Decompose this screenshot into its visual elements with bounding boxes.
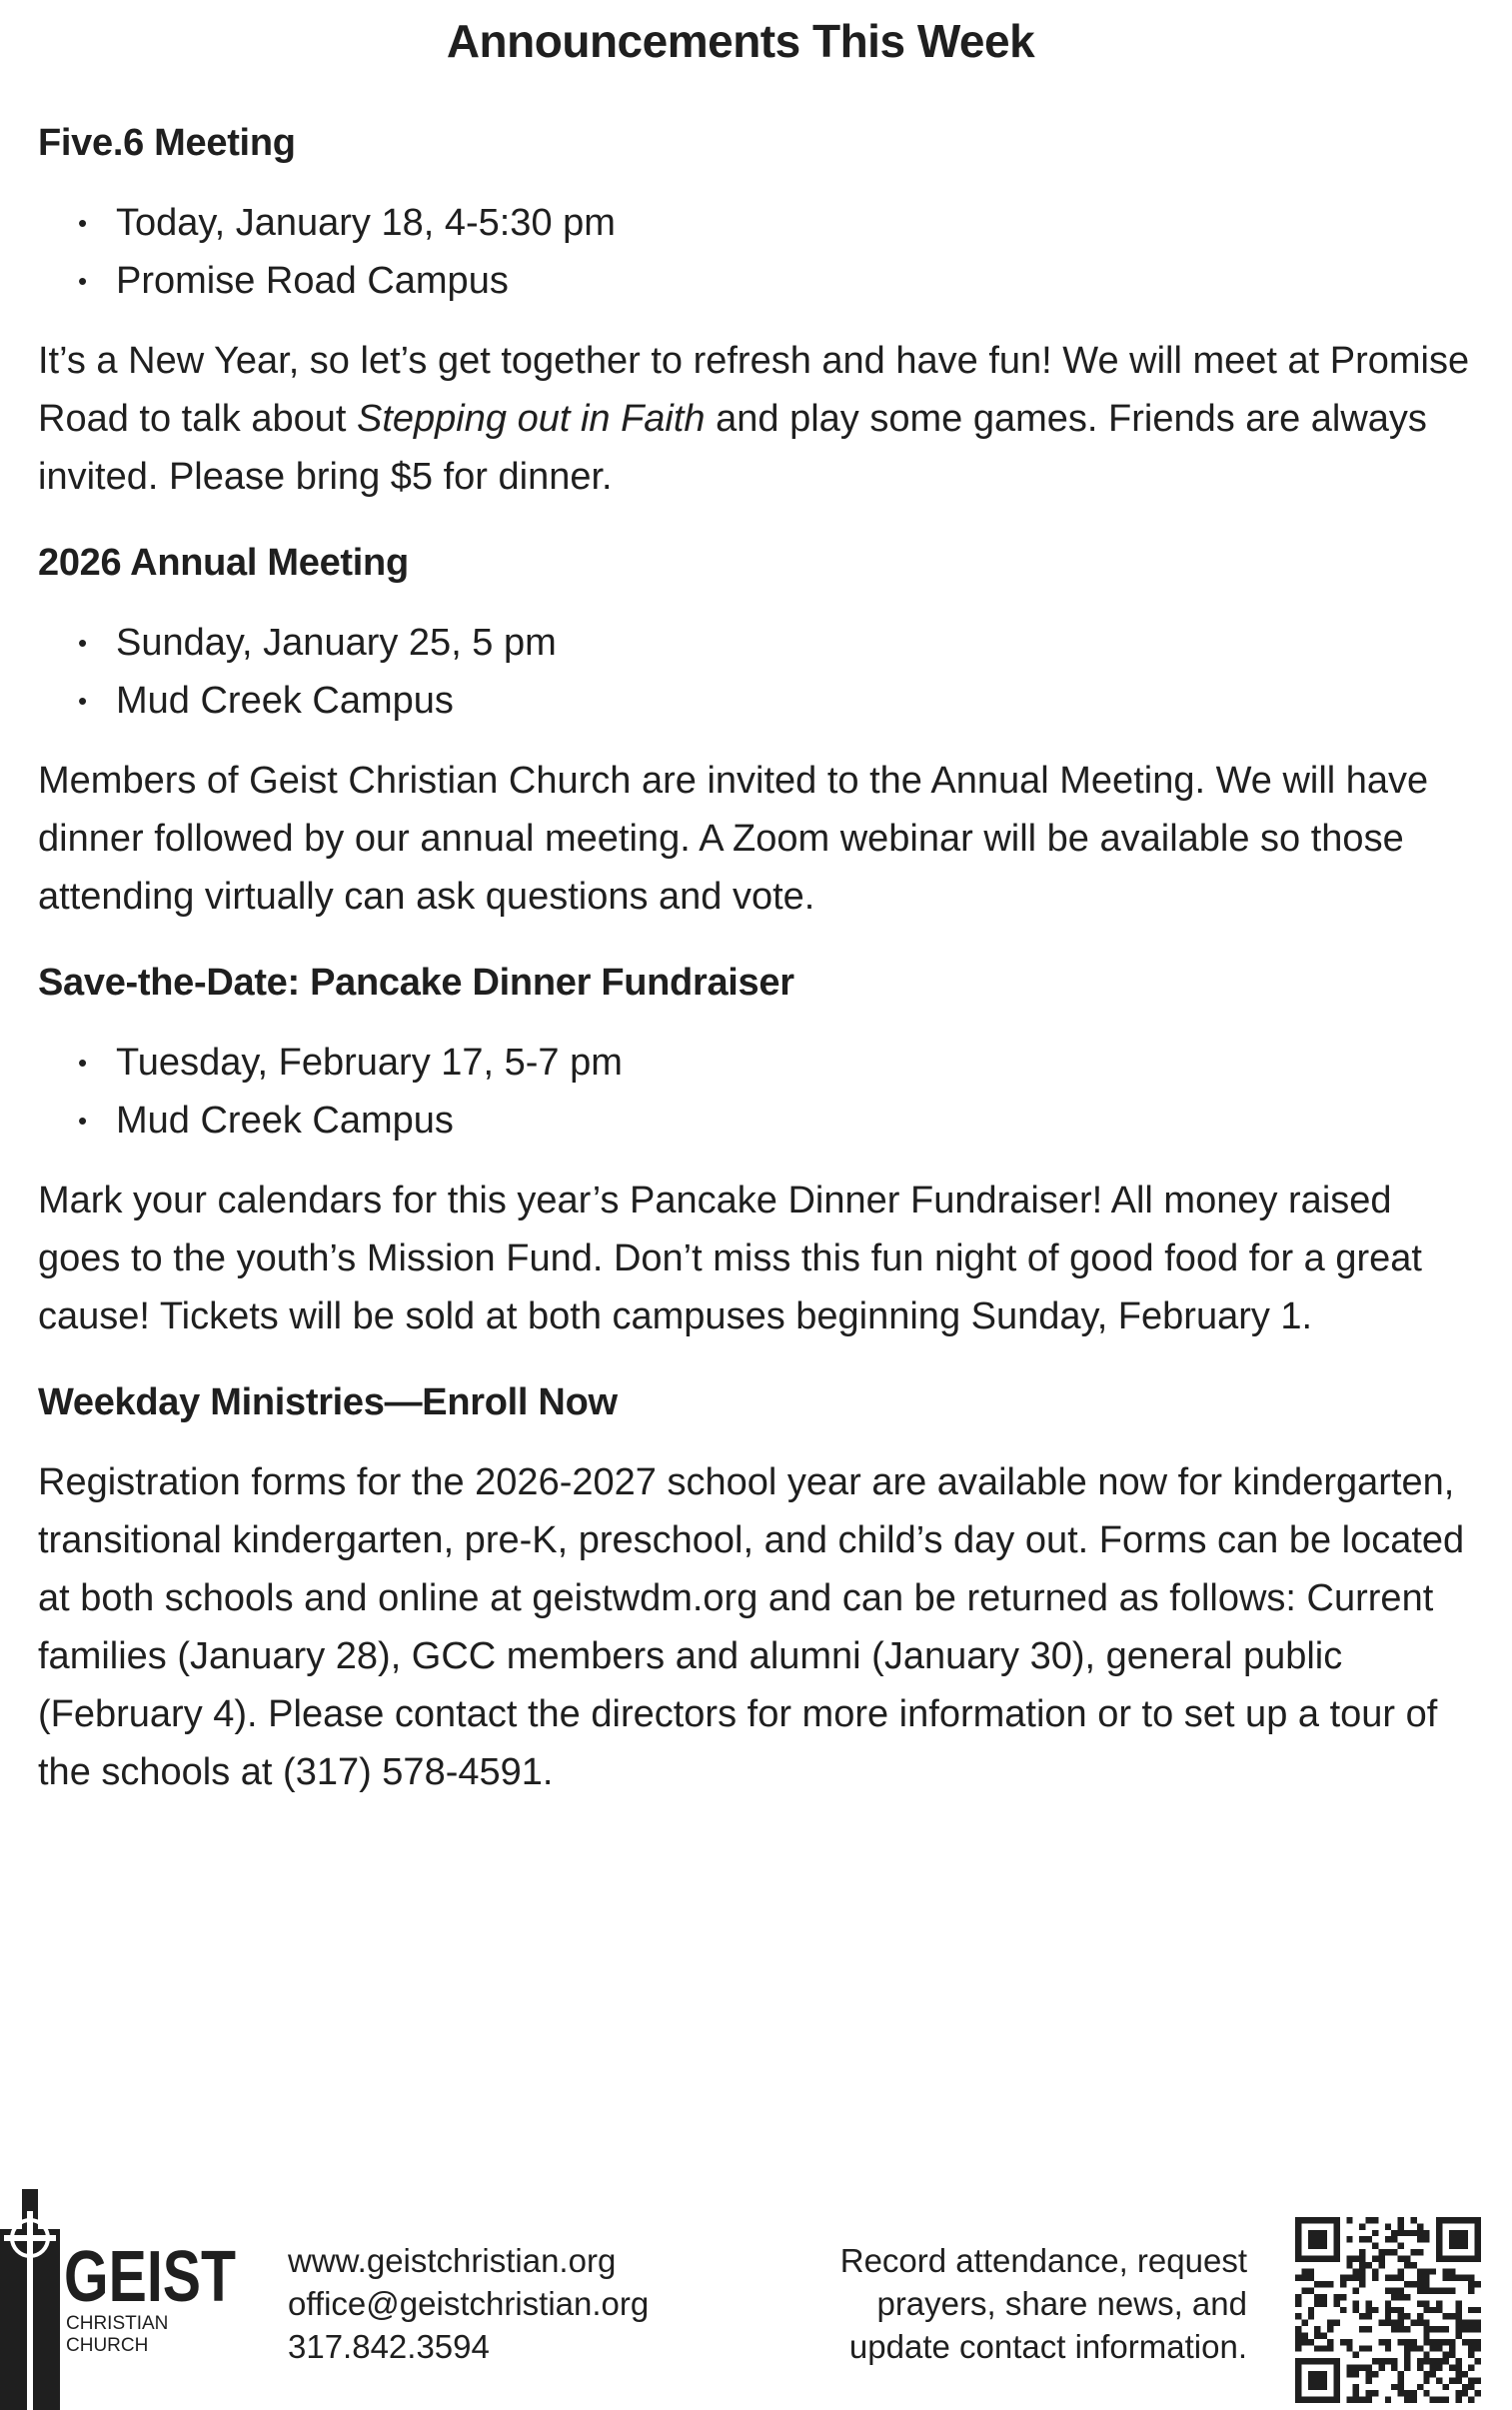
phone-number: 317.842.3594 bbox=[288, 2328, 490, 2365]
section-paragraph: Members of Geist Christian Church are invited to the Annual Meeting. We will have dinner followed by our annual meeting. A Zoom webinar will be available so those attending virtually can ask questions and vote. bbox=[38, 760, 1429, 918]
paragraph-text: and play some games. Friends are always invited. Please bring $5 for dinner. bbox=[38, 398, 1427, 498]
announcements-content bbox=[38, 118, 1477, 1833]
announcement-weekday-ministries bbox=[38, 1377, 1477, 1801]
detail-item: • Mud Creek Campus bbox=[78, 672, 1477, 730]
promo-line: prayers, share news, and bbox=[876, 2285, 1247, 2322]
logo-line2: CHRISTIAN bbox=[66, 2313, 169, 2334]
page-footer bbox=[0, 2189, 1512, 2410]
detail-item: • Mud Creek Campus bbox=[78, 1092, 1477, 1150]
detail-item: • Today, January 18, 4-5:30 pm bbox=[78, 194, 1477, 252]
detail-item: • Tuesday, February 17, 5-7 pm bbox=[78, 1034, 1477, 1092]
section-heading: Save-the-Date: Pancake Dinner Fundraiser bbox=[38, 962, 794, 1004]
section-paragraph: Registration forms for the 2026-2027 school year are available now for kindergarten, transitional kindergarten, pre-K, preschool, and child’s day out. Forms can be located at both schools and online at geistwdm.org and can be returned as follows: Current families (January 28), GCC members and alumni (January 30), general public (February 4). Please contact the directors for more information or to set up a tour of the schools at (317) 578-4591. bbox=[38, 1461, 1465, 1793]
qr-code-icon[interactable] bbox=[1295, 2217, 1481, 2403]
page-title: Announcements This Week bbox=[446, 15, 1035, 67]
website-link[interactable]: www.geistchristian.org bbox=[288, 2242, 617, 2279]
paragraph-italic-text: Stepping out in Faith bbox=[357, 398, 706, 440]
section-heading: Weekday Ministries—Enroll Now bbox=[38, 1381, 618, 1423]
promo-text bbox=[759, 2239, 1247, 2368]
contact-info bbox=[288, 2239, 649, 2368]
promo-line: Record attendance, request bbox=[839, 2242, 1247, 2279]
announcement-five6-meeting bbox=[38, 118, 1477, 506]
church-logo bbox=[0, 2189, 240, 2410]
logo-line3: CHURCH bbox=[66, 2335, 149, 2356]
announcement-annual-meeting bbox=[38, 538, 1477, 926]
detail-list bbox=[38, 194, 1477, 310]
announcement-pancake-dinner bbox=[38, 958, 1477, 1345]
section-paragraph: Mark your calendars for this year’s Pancake Dinner Fundraiser! All money raised goes to the youth’s Mission Fund. Don’t miss this fun night of good food for a great cause! Tickets will be sold at both campuses beginning Sunday, February 1. bbox=[38, 1180, 1422, 1337]
paragraph-text: It’s a New Year, so let’s get together to refresh and have fun! We will meet at Promise Road to talk about bbox=[38, 340, 1470, 440]
section-paragraph bbox=[38, 332, 1477, 506]
promo-line: update contact information. bbox=[848, 2328, 1247, 2365]
section-heading: Five.6 Meeting bbox=[38, 122, 296, 164]
section-heading: 2026 Annual Meeting bbox=[38, 542, 409, 584]
logo-name: GEIST bbox=[64, 2237, 237, 2317]
detail-list bbox=[38, 614, 1477, 730]
detail-item: • Sunday, January 25, 5 pm bbox=[78, 614, 1477, 672]
email-link[interactable]: office@geistchristian.org bbox=[288, 2285, 650, 2322]
detail-list bbox=[38, 1034, 1477, 1150]
detail-item: • Promise Road Campus bbox=[78, 252, 1477, 310]
